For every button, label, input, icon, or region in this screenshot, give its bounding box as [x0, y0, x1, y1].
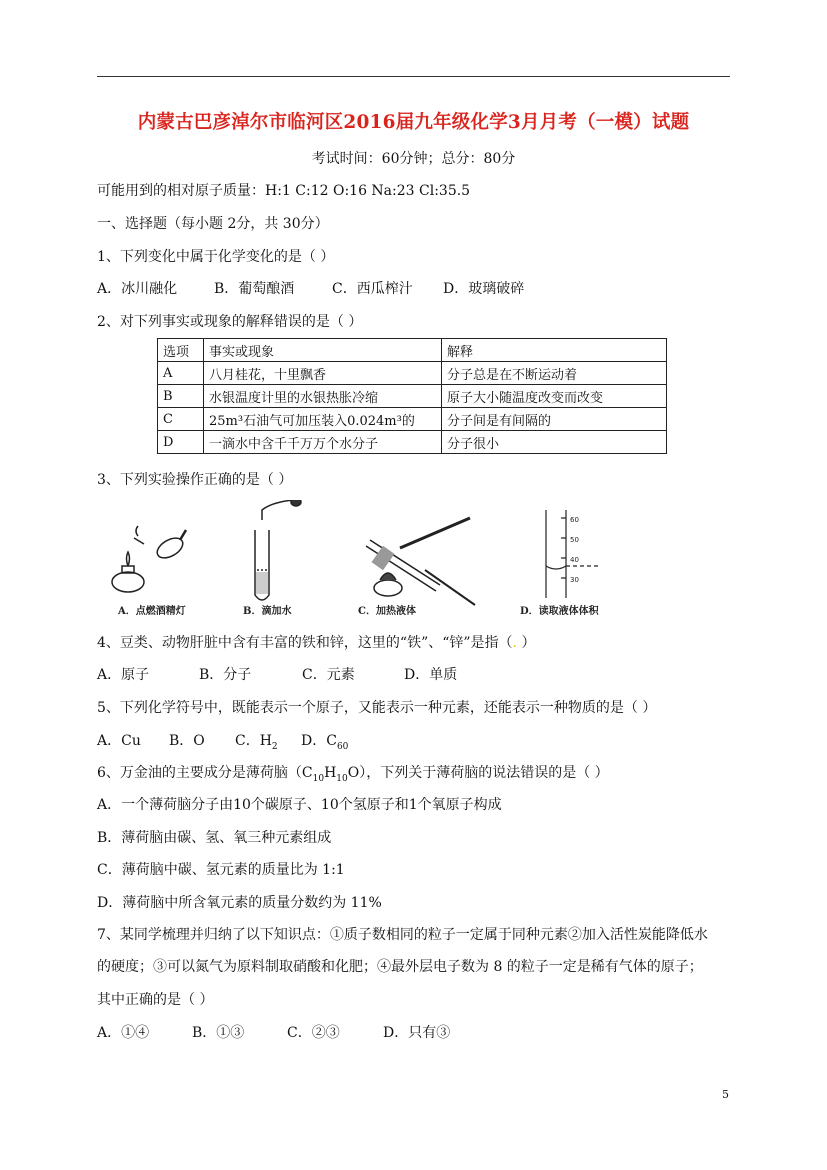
q7-option-b: B．①③	[192, 1025, 245, 1041]
q6-formula-h: H	[324, 765, 337, 781]
q5-option-d	[301, 732, 348, 756]
q6-stem-end: O），下列关于薄荷脑的说法错误的是（ ）	[347, 765, 609, 781]
table-header-cell: 选项	[158, 339, 204, 362]
q6-option-c: C．薄荷脑中碳、氢元素的质量比为 1:1	[97, 862, 345, 878]
figure-caption-a: A．点燃酒精灯	[118, 606, 186, 617]
cylinder-tick-50: 50	[570, 536, 579, 544]
q5-stem: 5、下列化学符号中，既能表示一个原子，又能表示一种元素，还能表示一种物质的是（ ）	[97, 700, 657, 716]
alcohol-lamps-figure	[112, 526, 186, 592]
table-cell: 分子总是在不断运动着	[442, 362, 667, 385]
table-header-cell: 解释	[442, 339, 667, 362]
atomic-masses: 可能用到的相对原子质量：H:1 C:12 O:16 Na:23 Cl:35.5	[97, 183, 471, 199]
q1-options	[97, 280, 524, 298]
q2-table	[157, 338, 667, 454]
table-cell: 分子很小	[442, 431, 667, 454]
q4-stem-text: 4、豆类、动物肝脏中含有丰富的铁和锌，这里的“铁”、“锌”是指（	[97, 635, 513, 651]
q5-option-c-sub: 2	[271, 741, 278, 752]
q7-line-1: 7、某同学梳理并归纳了以下知识点：①质子数相同的粒子一定属于同种元素②加入活性炭能降低水	[97, 927, 708, 943]
figure-caption-b: B．滴加水	[243, 606, 292, 617]
q5-options	[97, 732, 348, 756]
header-rule	[97, 76, 730, 77]
table-cell: 25m³石油气可加压装入0.024m³的	[204, 408, 442, 431]
q4-stem-dot: .	[512, 635, 517, 651]
figure-caption-d: D．读取液体体积	[520, 606, 599, 617]
q4-options	[97, 666, 457, 684]
section-heading: 一、选择题（每小题 2分，共 30分）	[97, 216, 329, 232]
q1-option-d: D．玻璃破碎	[443, 281, 525, 297]
q4-option-b: B．分子	[199, 667, 252, 683]
q7-option-d: D．只有③	[383, 1025, 451, 1041]
heating-figure	[366, 518, 475, 605]
q5-option-c	[235, 732, 301, 756]
table-row	[158, 408, 667, 431]
table-cell: 分子间是有间隔的	[442, 408, 667, 431]
q7-options	[97, 1024, 450, 1042]
table-cell: 原子大小随温度改变而改变	[442, 385, 667, 408]
q1-stem: 1、下列变化中属于化学变化的是（ ）	[97, 249, 335, 265]
q7-line-3: 其中正确的是（ ）	[97, 992, 214, 1008]
table-cell: D	[158, 431, 204, 454]
table-row	[158, 385, 667, 408]
q4-stem	[97, 634, 535, 652]
q6-stem	[97, 764, 609, 788]
q5-option-c-text: C．H	[235, 733, 272, 749]
q4-option-d: D．单质	[404, 667, 458, 683]
page-title: 内蒙古巴彦淖尔市临河区2016届九年级化学3月月考（一模）试题	[137, 112, 690, 133]
cylinder-tick-30: 30	[570, 576, 579, 584]
q7-option-c: C．②③	[287, 1025, 340, 1041]
table-cell: C	[158, 408, 204, 431]
q1-option-a: A．冰川融化	[97, 281, 178, 297]
q4-stem-end: ）	[517, 635, 536, 651]
cylinder-tick-40: 40	[570, 556, 579, 564]
q7-line-2: 的硬度；③可以氮气为原料制取硝酸和化肥；④最外层电子数为 8 的粒子一定是稀有气体的原子；	[97, 959, 703, 975]
table-cell: A	[158, 362, 204, 385]
q6-option-a: A．一个薄荷脑分子由10个碳原子、10个氢原子和1个氧原子构成	[97, 797, 502, 813]
q6-option-b: B．薄荷脑由碳、氢、氧三种元素组成	[97, 830, 332, 846]
q2-stem: 2、对下列事实或现象的解释错误的是（ ）	[97, 314, 363, 330]
page-number: 5	[722, 1088, 729, 1101]
table-header-row	[158, 339, 667, 362]
q3-stem: 3、下列实验操作正确的是（ ）	[97, 472, 293, 488]
q6-stem-pre: 6、万金油的主要成分是薄荷脑（C	[97, 765, 313, 781]
dropper-figure	[255, 500, 301, 600]
q5-option-d-text: D．C	[301, 733, 337, 749]
q6-option-d: D．薄荷脑中所含氧元素的质量分数约为 11%	[97, 895, 382, 911]
q6-sub-h: 10	[336, 773, 348, 784]
q6-sub-c: 10	[312, 773, 325, 784]
q4-option-a: A．原子	[97, 667, 150, 683]
exam-info: 考试时间：60分钟；总分：80分	[311, 151, 516, 167]
q7-option-a: A．①④	[97, 1025, 150, 1041]
table-row	[158, 431, 667, 454]
figure-caption-c: C．加热液体	[358, 606, 416, 617]
table-cell: 八月桂花，十里飘香	[204, 362, 442, 385]
table-row	[158, 362, 667, 385]
q5-option-a: A．Cu	[97, 733, 141, 749]
table-cell: 水银温度计里的水银热胀冷缩	[204, 385, 442, 408]
cylinder-tick-60: 60	[570, 516, 579, 524]
q1-option-c: C．西瓜榨汁	[332, 281, 413, 297]
q4-option-c: C．元素	[302, 667, 355, 683]
table-cell: B	[158, 385, 204, 408]
table-header-cell: 事实或现象	[204, 339, 442, 362]
q1-option-b: B．葡萄酿酒	[214, 281, 295, 297]
table-cell: 一滴水中含千千万万个水分子	[204, 431, 442, 454]
q5-option-b: B．O	[169, 733, 205, 749]
q3-figures	[100, 500, 600, 620]
q5-option-d-sub: 60	[336, 741, 349, 752]
